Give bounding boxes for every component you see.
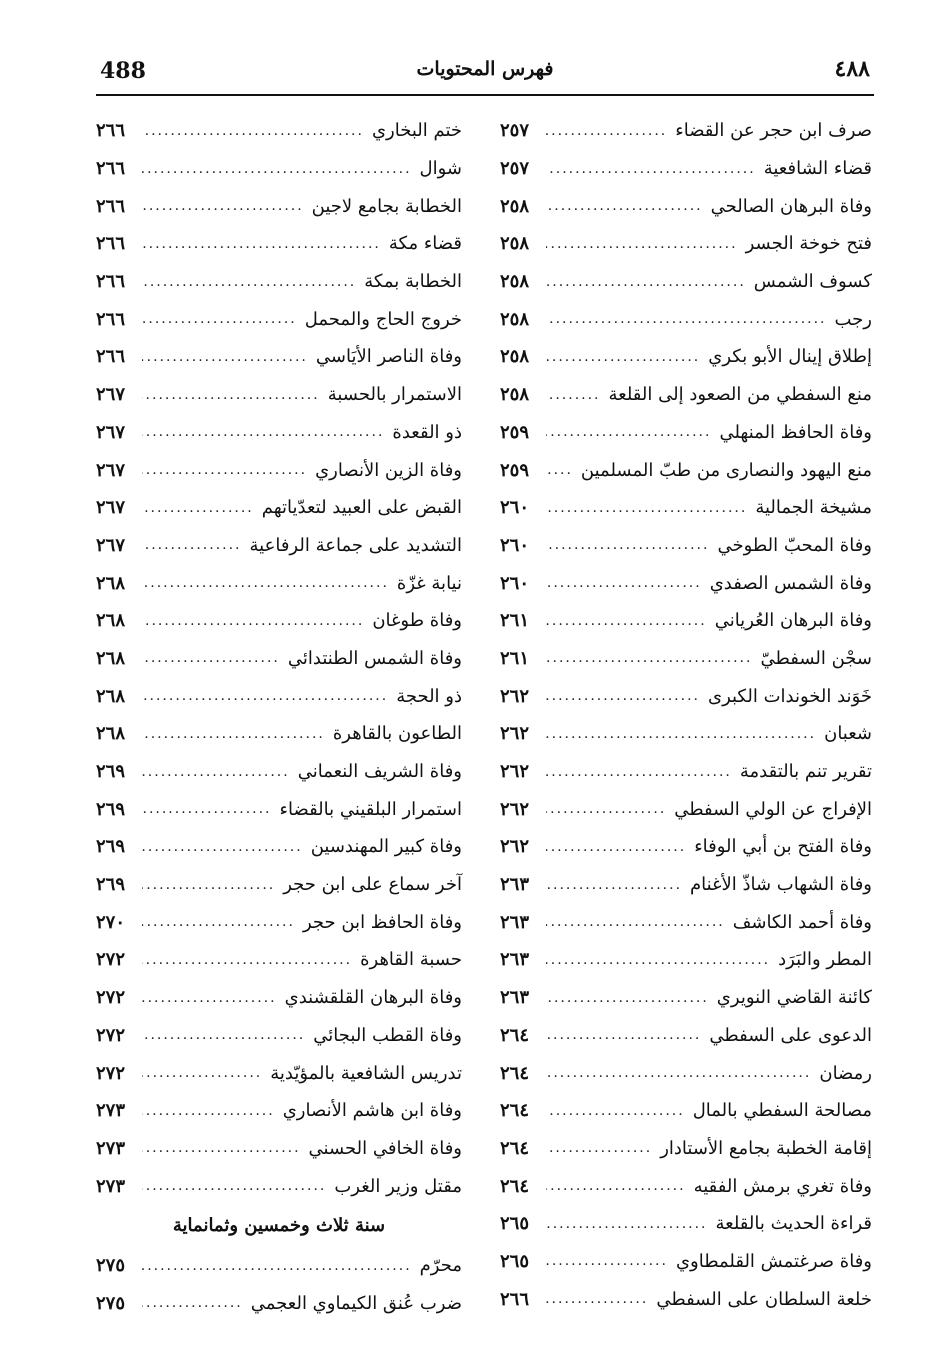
toc-entry bbox=[96, 338, 462, 376]
dot-leader bbox=[546, 1291, 648, 1307]
toc-entry-page: ٢٦٧ bbox=[96, 421, 126, 443]
toc-entry bbox=[500, 300, 872, 338]
toc-entry-title: حسبة القاهرة bbox=[360, 949, 462, 971]
toc-entry-page: ٢٦٢ bbox=[500, 685, 530, 707]
toc-entry-page: ٢٦٤ bbox=[500, 1175, 530, 1197]
toc-entry bbox=[96, 225, 462, 263]
toc-entry-page: ٢٦٠ bbox=[500, 534, 530, 556]
toc-entry-page: ٢٦٨ bbox=[96, 685, 126, 707]
toc-entry bbox=[500, 640, 872, 678]
dot-leader bbox=[546, 1253, 668, 1269]
toc-entry-title: مقتل وزير الغرب bbox=[334, 1175, 462, 1197]
dot-leader bbox=[142, 1140, 301, 1156]
dot-leader bbox=[546, 311, 827, 327]
toc-entry-title: وفاة البرهان الصالحي bbox=[710, 195, 872, 217]
toc-entry-title: الطاعون بالقاهرة bbox=[332, 723, 462, 745]
toc-entry-title: وفاة الشمس الصفدي bbox=[709, 572, 872, 594]
toc-entry bbox=[500, 451, 872, 489]
toc-entry-page: ٢٦٤ bbox=[500, 1137, 530, 1159]
toc-entry bbox=[500, 941, 872, 979]
toc-entry bbox=[96, 527, 462, 565]
dot-leader bbox=[546, 1178, 686, 1194]
toc-entry-title: شوال bbox=[419, 158, 462, 180]
dot-leader bbox=[142, 424, 384, 440]
toc-entry-page: ٢٥٨ bbox=[500, 308, 530, 330]
dot-leader bbox=[142, 764, 290, 780]
dot-leader bbox=[142, 575, 389, 591]
toc-entry bbox=[96, 903, 462, 941]
toc-entry bbox=[500, 263, 872, 301]
toc-entry bbox=[96, 1167, 462, 1205]
toc-entry-page: ٢٦٦ bbox=[96, 158, 126, 180]
toc-entry-page: ٢٥٨ bbox=[500, 195, 530, 217]
toc-entry bbox=[96, 263, 462, 301]
toc-entry-title: وفاة تغري برمش الفقيه bbox=[693, 1175, 872, 1197]
dot-leader bbox=[546, 914, 725, 930]
toc-entry-title: وفاة الزين الأنصاري bbox=[315, 459, 462, 481]
toc-entry-title: وفاة القطب البجائي bbox=[313, 1024, 462, 1046]
dot-leader bbox=[142, 123, 364, 139]
toc-entry-page: ٢٦٩ bbox=[96, 874, 126, 896]
toc-entry-title: وفاة الخافي الحسني bbox=[308, 1137, 462, 1159]
toc-entry bbox=[500, 677, 872, 715]
toc-entry-title: قضاء الشافعية bbox=[763, 158, 872, 180]
dot-leader bbox=[142, 688, 388, 704]
toc-entry-title: وفاة المحبّ الطوخي bbox=[717, 534, 872, 556]
dot-leader bbox=[142, 236, 381, 252]
dot-leader bbox=[142, 1295, 243, 1311]
toc-entry-title: وفاة الشهاب شاذّ الأغنام bbox=[690, 874, 872, 896]
toc-entry-title: وفاة البرهان العُرياني bbox=[714, 610, 872, 632]
toc-entry-title: فتح خوخة الجسر bbox=[745, 233, 872, 255]
dot-leader bbox=[546, 387, 601, 403]
toc-entry-page: ٢٦٢ bbox=[500, 836, 530, 858]
dot-leader bbox=[142, 952, 352, 968]
toc-entry-title: رجب bbox=[834, 308, 872, 330]
page-number-latin: 488 bbox=[100, 58, 146, 84]
toc-entry-page: ٢٥٧ bbox=[500, 120, 530, 142]
dot-leader bbox=[546, 1027, 701, 1043]
toc-entry-page: ٢٦٣ bbox=[500, 911, 530, 933]
toc-entry-title: قراءة الحديث بالقلعة bbox=[715, 1213, 872, 1235]
toc-column-left bbox=[96, 112, 462, 1322]
toc-entry-page: ٢٦٧ bbox=[96, 459, 126, 481]
toc-entry bbox=[96, 602, 462, 640]
toc-entry bbox=[96, 1054, 462, 1092]
toc-entry-page: ٢٥٩ bbox=[500, 459, 530, 481]
toc-entry-page: ٢٧٥ bbox=[96, 1255, 126, 1277]
toc-entry bbox=[500, 112, 872, 150]
toc-entry-page: ٢٦٩ bbox=[96, 836, 126, 858]
toc-entry-page: ٢٧٢ bbox=[96, 949, 126, 971]
toc-entry bbox=[96, 1247, 462, 1285]
dot-leader bbox=[546, 764, 732, 780]
dot-leader bbox=[546, 537, 709, 553]
toc-entry bbox=[500, 1017, 872, 1055]
dot-leader bbox=[142, 387, 320, 403]
toc-entry-page: ٢٦٦ bbox=[96, 308, 126, 330]
dot-leader bbox=[546, 462, 573, 478]
toc-entry-page: ٢٦٧ bbox=[96, 384, 126, 406]
toc-entry bbox=[500, 1092, 872, 1130]
toc-entry-title: الخطابة بمكة bbox=[364, 271, 462, 293]
dot-leader bbox=[546, 349, 700, 365]
toc-entry-page: ٢٦٦ bbox=[96, 346, 126, 368]
toc-entry-page: ٢٥٩ bbox=[500, 421, 530, 443]
toc-entry bbox=[96, 150, 462, 188]
toc-entry bbox=[96, 300, 462, 338]
toc-entry bbox=[500, 828, 872, 866]
page-header bbox=[96, 54, 874, 94]
dot-leader bbox=[142, 877, 275, 893]
dot-leader bbox=[142, 1178, 326, 1194]
dot-leader bbox=[546, 274, 746, 290]
toc-entry-title: وفاة كبير المهندسين bbox=[310, 836, 462, 858]
toc-entry-title: نيابة غزّة bbox=[396, 572, 462, 594]
toc-entry-page: ٢٦٨ bbox=[96, 647, 126, 669]
toc-entry-page: ٢٧٣ bbox=[96, 1175, 126, 1197]
dot-leader bbox=[142, 161, 412, 177]
toc-entry-page: ٢٦٦ bbox=[96, 233, 126, 255]
toc-entry-page: ٢٦٦ bbox=[500, 1288, 530, 1310]
toc-entry bbox=[500, 753, 872, 791]
toc-entry-title: الإفراج عن الولي السفطي bbox=[674, 798, 872, 820]
toc-entry-page: ٢٦٣ bbox=[500, 874, 530, 896]
toc-entry bbox=[500, 225, 872, 263]
dot-leader bbox=[546, 877, 682, 893]
toc-entry-title: الخطابة بجامع لاجين bbox=[311, 195, 462, 217]
toc-entry-page: ٢٦١ bbox=[500, 647, 530, 669]
toc-entry-page: ٢٦٠ bbox=[500, 497, 530, 519]
toc-entry-title: آخر سماع على ابن حجر bbox=[283, 874, 462, 896]
toc-entry bbox=[500, 414, 872, 452]
toc-entry-title: قضاء مكة bbox=[388, 233, 462, 255]
toc-entry-page: ٢٦٧ bbox=[96, 534, 126, 556]
toc-entry bbox=[96, 979, 462, 1017]
toc-entry-page: ٢٧٠ bbox=[96, 911, 126, 933]
toc-entry bbox=[500, 489, 872, 527]
dot-leader bbox=[142, 462, 307, 478]
toc-entry bbox=[96, 715, 462, 753]
toc-entry bbox=[500, 1130, 872, 1168]
toc-entry bbox=[500, 715, 872, 753]
toc-entry-title: تدريس الشافعية بالمؤيّدية bbox=[270, 1062, 462, 1084]
dot-leader bbox=[142, 801, 272, 817]
toc-entry-title: صرف ابن حجر عن القضاء bbox=[675, 120, 872, 142]
toc-entry-page: ٢٦٤ bbox=[500, 1100, 530, 1122]
toc-entry-title: ختم البخاري bbox=[371, 120, 462, 142]
toc-entry-page: ٢٦٢ bbox=[500, 798, 530, 820]
dot-leader bbox=[142, 726, 325, 742]
dot-leader bbox=[142, 1027, 305, 1043]
toc-entry-title: سجْن السفطيّ bbox=[760, 647, 872, 669]
toc-entry bbox=[500, 1243, 872, 1281]
toc-entry-title: رمضان bbox=[819, 1062, 872, 1084]
dot-leader bbox=[142, 349, 308, 365]
toc-entry-page: ٢٧٣ bbox=[96, 1100, 126, 1122]
toc-entry bbox=[96, 677, 462, 715]
toc-entry bbox=[500, 150, 872, 188]
toc-entry-page: ٢٦٨ bbox=[96, 572, 126, 594]
dot-leader bbox=[546, 123, 667, 139]
toc-entry bbox=[500, 790, 872, 828]
dot-leader bbox=[142, 198, 304, 214]
toc-entry-page: ٢٦٢ bbox=[500, 723, 530, 745]
toc-entry bbox=[96, 790, 462, 828]
toc-entry-page: ٢٦٥ bbox=[500, 1250, 530, 1272]
dot-leader bbox=[142, 537, 242, 553]
toc-entry-page: ٢٦٦ bbox=[96, 271, 126, 293]
toc-entry-title: وفاة ابن هاشم الأنصاري bbox=[282, 1100, 462, 1122]
toc-entry bbox=[500, 866, 872, 904]
dot-leader bbox=[142, 311, 297, 327]
toc-entry-page: ٢٦٨ bbox=[96, 610, 126, 632]
dot-leader bbox=[546, 839, 686, 855]
toc-entry bbox=[96, 451, 462, 489]
toc-entry bbox=[96, 640, 462, 678]
toc-entry bbox=[500, 564, 872, 602]
toc-entry-title: تقرير تنم بالتقدمة bbox=[739, 761, 872, 783]
dot-leader bbox=[546, 650, 752, 666]
toc-entry bbox=[96, 941, 462, 979]
dot-leader bbox=[546, 1216, 708, 1232]
toc-entry bbox=[96, 828, 462, 866]
toc-entry-title: وفاة الناصر الأيَاسي bbox=[315, 346, 462, 368]
dot-leader bbox=[546, 1065, 811, 1081]
toc-entry bbox=[96, 187, 462, 225]
toc-entry-title: ضرب عُنق الكيماوي العجمي bbox=[250, 1292, 462, 1314]
toc-entry-page: ٢٦٣ bbox=[500, 949, 530, 971]
dot-leader bbox=[546, 500, 747, 516]
dot-leader bbox=[546, 688, 700, 704]
toc-entry bbox=[500, 903, 872, 941]
toc-entry-title: كائنة القاضي النويري bbox=[716, 987, 872, 1009]
toc-entry bbox=[96, 414, 462, 452]
toc-entry bbox=[500, 1280, 872, 1318]
toc-entry bbox=[96, 1092, 462, 1130]
toc-entry-title: وفاة الشريف النعماني bbox=[297, 761, 462, 783]
toc-entry-page: ٢٦٩ bbox=[96, 761, 126, 783]
toc-entry-title: الدعوى على السفطي bbox=[709, 1024, 872, 1046]
toc-entry-title: إطلاق إينال الأبو بكري bbox=[708, 346, 872, 368]
toc-entry-title: مصالحة السفطي بالمال bbox=[692, 1100, 872, 1122]
year-section-heading: سنة ثلاث وخمسين وثمانماية bbox=[172, 1215, 386, 1237]
toc-entry-title: الاستمرار بالحسبة bbox=[327, 384, 462, 406]
toc-entry bbox=[96, 564, 462, 602]
toc-entry-title: وفاة البرهان القلقشندي bbox=[284, 987, 462, 1009]
dot-leader bbox=[546, 801, 666, 817]
toc-column-right bbox=[500, 112, 872, 1318]
toc-entry-title: ذو القعدة bbox=[392, 421, 462, 443]
toc-entry-title: شعبان bbox=[824, 723, 872, 745]
toc-entry-title: وفاة طوغان bbox=[372, 610, 462, 632]
toc-entry-title: ذو الحجة bbox=[396, 685, 462, 707]
dot-leader bbox=[546, 198, 703, 214]
dot-leader bbox=[546, 575, 702, 591]
toc-entry-title: وفاة الحافظ المنهلي bbox=[719, 421, 872, 443]
toc-entry-page: ٢٥٨ bbox=[500, 271, 530, 293]
toc-entry-page: ٢٦٢ bbox=[500, 761, 530, 783]
toc-entry-title: المطر والبَرَد bbox=[778, 949, 872, 971]
toc-entry-page: ٢٦٦ bbox=[96, 120, 126, 142]
toc-entry-title: منع اليهود والنصارى من طبّ المسلمين bbox=[580, 459, 872, 481]
dot-leader bbox=[546, 613, 707, 629]
toc-entry bbox=[500, 602, 872, 640]
dot-leader bbox=[142, 650, 280, 666]
toc-entry-page: ٢٥٨ bbox=[500, 384, 530, 406]
dot-leader bbox=[546, 161, 756, 177]
toc-entry bbox=[500, 979, 872, 1017]
dot-leader bbox=[142, 839, 303, 855]
dot-leader bbox=[142, 274, 356, 290]
header-rule bbox=[96, 94, 874, 96]
toc-entry bbox=[500, 187, 872, 225]
toc-entry-title: القبض على العبيد لتعدّياتهم bbox=[261, 497, 462, 519]
toc-entry-title: وفاة صرغتمش القلمطاوي bbox=[675, 1250, 872, 1272]
toc-entry-title: وفاة الشمس الطنتدائي bbox=[287, 647, 462, 669]
toc-entry-page: ٢٦٩ bbox=[96, 798, 126, 820]
toc-entry-title: محرّم bbox=[419, 1255, 462, 1277]
dot-leader bbox=[142, 1258, 412, 1274]
toc-entry bbox=[96, 1130, 462, 1168]
toc-entry-page: ٢٦٤ bbox=[500, 1024, 530, 1046]
toc-entry-page: ٢٦٦ bbox=[96, 195, 126, 217]
dot-leader bbox=[546, 726, 816, 742]
dot-leader bbox=[142, 1065, 262, 1081]
dot-leader bbox=[546, 236, 738, 252]
toc-entry bbox=[500, 376, 872, 414]
toc-entry-page: ٢٦٠ bbox=[500, 572, 530, 594]
toc-entry-page: ٢٦٥ bbox=[500, 1213, 530, 1235]
toc-entry bbox=[96, 753, 462, 791]
toc-entry bbox=[500, 527, 872, 565]
toc-entry-page: ٢٦٤ bbox=[500, 1062, 530, 1084]
dot-leader bbox=[142, 500, 254, 516]
toc-entry-page: ٢٧٢ bbox=[96, 987, 126, 1009]
toc-entry bbox=[96, 1017, 462, 1055]
dot-leader bbox=[142, 613, 364, 629]
dot-leader bbox=[142, 914, 295, 930]
dot-leader bbox=[546, 1140, 652, 1156]
dot-leader bbox=[142, 990, 277, 1006]
toc-entry bbox=[500, 1205, 872, 1243]
toc-entry-title: خَوَند الخوندات الكبرى bbox=[707, 685, 872, 707]
toc-entry-title: استمرار البلقيني بالقضاء bbox=[279, 798, 462, 820]
toc-entry bbox=[500, 338, 872, 376]
toc-entry bbox=[500, 1167, 872, 1205]
toc-entry-page: ٢٧٣ bbox=[96, 1137, 126, 1159]
toc-entry-title: خروج الحاج والمحمل bbox=[304, 308, 462, 330]
dot-leader bbox=[546, 1103, 685, 1119]
toc-entry-page: ٢٧٢ bbox=[96, 1062, 126, 1084]
toc-entry bbox=[96, 112, 462, 150]
toc-entry-page: ٢٧٢ bbox=[96, 1024, 126, 1046]
toc-entry bbox=[500, 1054, 872, 1092]
dot-leader bbox=[546, 990, 709, 1006]
page-number-arabic: ٤٨٨ bbox=[834, 56, 870, 82]
toc-entry-page: ٢٧٥ bbox=[96, 1292, 126, 1314]
toc-entry bbox=[96, 376, 462, 414]
toc-entry-page: ٢٦٨ bbox=[96, 723, 126, 745]
toc-entry bbox=[96, 1285, 462, 1323]
toc-entry-title: مشيخة الجمالية bbox=[755, 497, 872, 519]
toc-entry-title: وفاة أحمد الكاشف bbox=[732, 911, 872, 933]
toc-entry-title: إقامة الخطبة بجامع الأستادار bbox=[660, 1137, 872, 1159]
toc-entry-title: خلعة السلطان على السفطي bbox=[656, 1288, 872, 1310]
toc-entry bbox=[96, 866, 462, 904]
toc-entry-page: ٢٥٧ bbox=[500, 158, 530, 180]
toc-entry-title: كسوف الشمس bbox=[753, 271, 872, 293]
toc-entry bbox=[96, 489, 462, 527]
toc-entry-page: ٢٦٧ bbox=[96, 497, 126, 519]
running-title: فهرس المحتويات bbox=[416, 58, 554, 80]
dot-leader bbox=[546, 424, 711, 440]
dot-leader bbox=[546, 952, 770, 968]
toc-entry-title: وفاة الحافظ ابن حجر bbox=[302, 911, 462, 933]
dot-leader bbox=[142, 1103, 275, 1119]
toc-entry-page: ٢٥٨ bbox=[500, 346, 530, 368]
toc-entry-title: منع السفطي من الصعود إلى القلعة bbox=[608, 384, 872, 406]
toc-entry-page: ٢٦١ bbox=[500, 610, 530, 632]
toc-entry-page: ٢٦٣ bbox=[500, 987, 530, 1009]
toc-entry-page: ٢٥٨ bbox=[500, 233, 530, 255]
toc-entry-title: التشديد على جماعة الرفاعية bbox=[249, 534, 462, 556]
toc-entry-title: وفاة الفتح بن أبي الوفاء bbox=[694, 836, 872, 858]
